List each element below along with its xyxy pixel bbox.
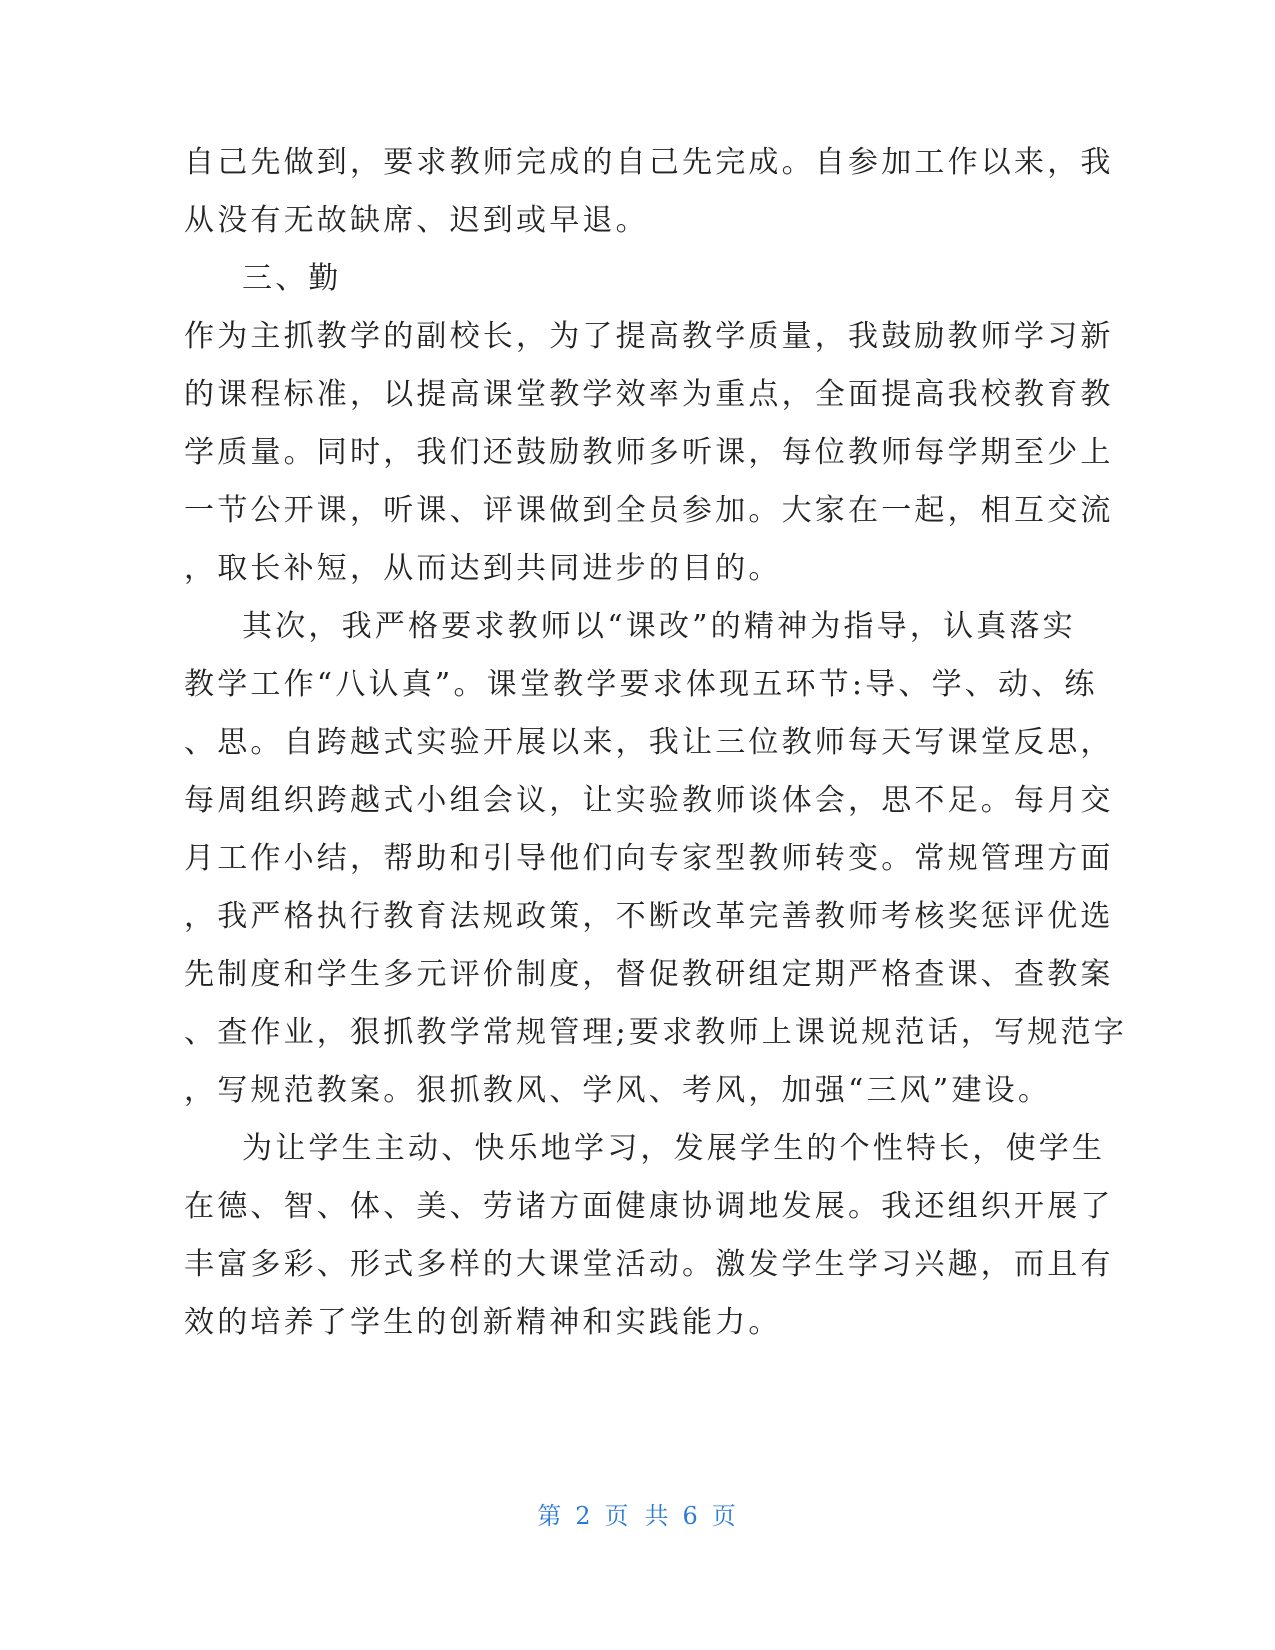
paragraph-line: 先制度和学生多元评价制度，督促教研组定期严格查课、查教案 [184,957,1114,992]
paragraph-line: 的课程标准，以提高课堂教学效率为重点，全面提高我校教育教 [184,377,1114,412]
footer-label-unit: 页 [604,1502,631,1530]
paragraph-line: 自己先做到，要求教师完成的自己先完成。自参加工作以来，我 [184,145,1114,180]
paragraph-line: 月工作小结，帮助和引导他们向专家型教师转变。常规管理方面 [184,841,1114,876]
paragraph-line: 学质量。同时，我们还鼓励教师多听课，每位教师每学期至少上 [184,435,1114,470]
paragraph-line: 一节公开课，听课、评课做到全员参加。大家在一起，相互交流 [184,493,1114,528]
paragraph-line: 为让学生主动、快乐地学习，发展学生的个性特长，使学生 [242,1131,1106,1166]
footer-label-unit-2: 页 [711,1502,738,1530]
paragraph-line: ，写规范教案。狠抓教风、学风、考风，加强“三风”建设。 [184,1073,1052,1108]
paragraph-line: 在德、智、体、美、劳诸方面健康协调地发展。我还组织开展了 [184,1189,1114,1224]
section-heading: 三、勤 [242,261,342,296]
paragraph-line: 、思。自跨越式实验开展以来，我让三位教师每天写课堂反思， [184,725,1114,760]
total-pages-number: 6 [682,1502,700,1530]
page-footer [0,1500,1275,1532]
paragraph-line: 效的培养了学生的创新精神和实践能力。 [184,1305,782,1340]
paragraph-line: 每周组织跨越式小组会议，让实验教师谈体会，思不足。每月交 [184,783,1114,818]
paragraph-line: 其次，我严格要求教师以“课改”的精神为指导，认真落实 [242,609,1076,644]
paragraph-line: ，我严格执行教育法规政策，不断改革完善教师考核奖惩评优选 [184,899,1114,934]
paragraph-line: 丰富多彩、形式多样的大课堂活动。激发学生学习兴趣，而且有 [184,1247,1114,1282]
current-page-number: 2 [575,1502,593,1530]
footer-label-total: 共 [644,1502,671,1530]
paragraph-line: 作为主抓教学的副校长，为了提高教学质量，我鼓励教师学习新 [184,319,1114,354]
paragraph-line: ，取长补短，从而达到共同进步的目的。 [184,551,782,586]
paragraph-line: 从没有无故缺席、迟到或早退。 [184,203,649,238]
footer-label-page: 第 [537,1502,564,1530]
paragraph-line: 教学工作“八认真”。课堂教学要求体现五环节:导、学、动、练 [184,667,1098,702]
paragraph-line: 、查作业，狠抓教学常规管理;要求教师上课说规范话，写规范字 [184,1015,1127,1050]
